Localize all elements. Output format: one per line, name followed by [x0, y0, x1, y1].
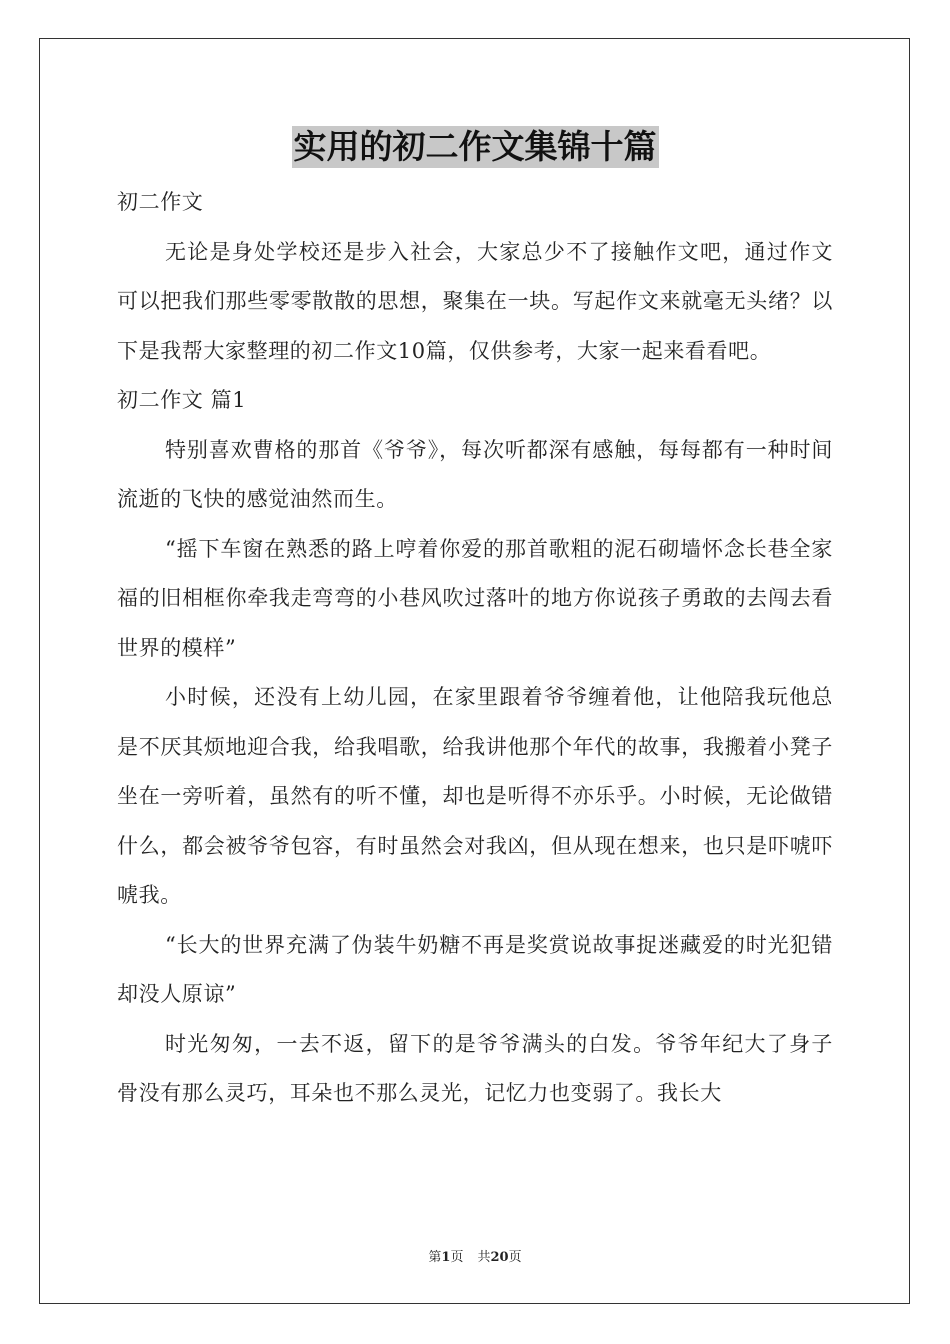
intro-paragraph: 无论是身处学校还是步入社会，大家总少不了接触作文吧，通过作文可以把我们那些零零散散的思想，聚集在一块。写起作文来就毫无头绪？以下是我帮大家整理的初二作文10篇，仅供参考，大家一起来看看吧。 [117, 239, 833, 363]
lyric-quote-paragraph: “长大的世界充满了伪装牛奶糖不再是奖赏说故事捉迷藏爱的时光犯错却没人原谅” [117, 932, 833, 1006]
footer-total-pages: 20 [490, 1250, 509, 1265]
document-title: 实用的初二作文集锦十篇 [293, 127, 657, 166]
body-paragraph: 时光匆匆，一去不返，留下的是爷爷满头的白发。爷爷年纪大了身子骨没有那么灵巧，耳朵也不那么灵光，记忆力也变弱了。我长大 [117, 1031, 833, 1105]
body-paragraph: 小时候，还没有上幼儿园，在家里跟着爷爷缠着他，让他陪我玩他总是不厌其烦地迎合我，给我唱歌，给我讲他那个年代的故事，我搬着小凳子坐在一旁听着，虽然有的听不懂，却也是听得不亦乐乎。小时候，无论做错什么，都会被爷爷包容，有时虽然会对我凶，但从现在想来，也只是吓唬吓唬我。 [117, 685, 833, 907]
footer-total-prefix: 共 [477, 1250, 491, 1265]
footer-page-prefix: 第 [428, 1250, 442, 1265]
footer-page-number: 1 [441, 1250, 451, 1265]
lyric-quote-paragraph: “摇下车窗在熟悉的路上哼着你爱的那首歌粗的泥石砌墙怀念长巷全家福的旧相框你牵我走弯弯的小巷风吹过落叶的地方你说孩子勇敢的去闯去看世界的模样” [117, 536, 833, 660]
document-body [117, 178, 833, 1119]
page-footer [0, 1246, 950, 1265]
body-paragraph: 特别喜欢曹格的那首《爷爷》，每次听都深有感触，每每都有一种时间流逝的飞快的感觉油然而生。 [117, 437, 833, 511]
footer-page-suffix: 页 [450, 1250, 464, 1265]
section-label: 初二作文 [117, 190, 204, 214]
title-container [0, 126, 950, 168]
essay-heading: 初二作文 篇1 [117, 388, 247, 412]
footer-total-suffix: 页 [508, 1250, 522, 1265]
